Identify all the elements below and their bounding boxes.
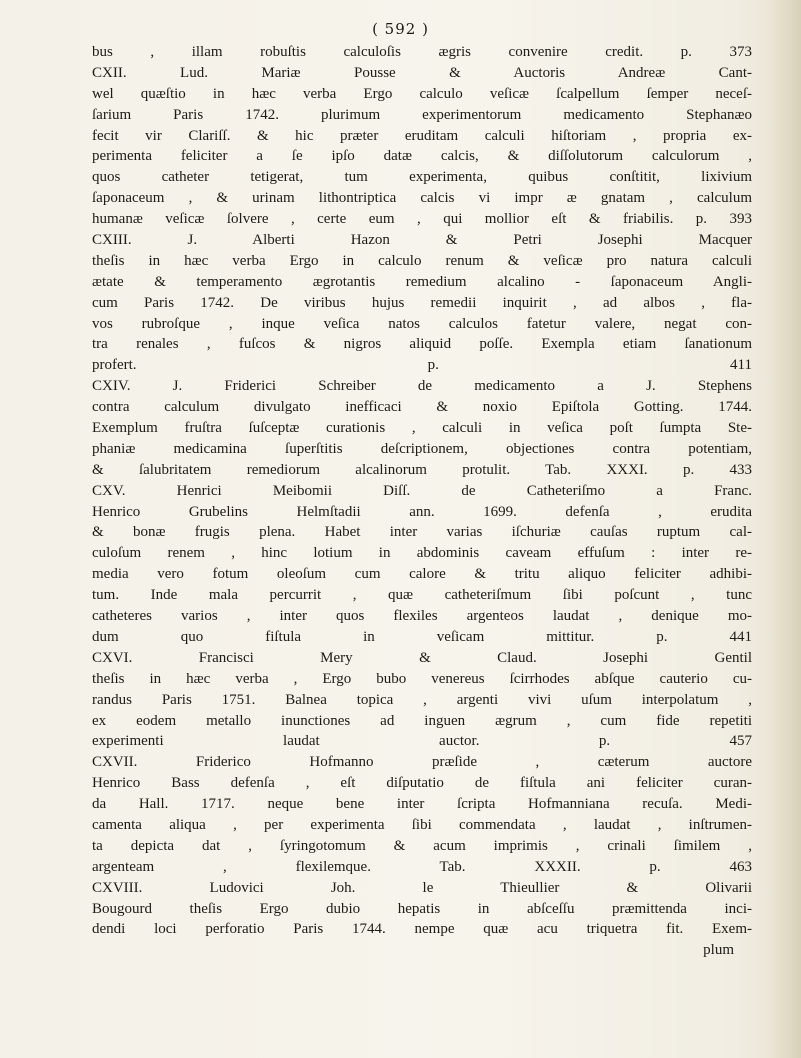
text-line: quos catheter tetigerat, tum experimenta, quibus conſtitit, lixivium bbox=[92, 169, 752, 186]
text-line: perimenta feliciter a ſe ipſo datæ calcis, & diſſolutorum calculorum , bbox=[92, 148, 752, 165]
text-line: ſaponaceum , & urinam lithontriptica calcis vi impr æ gnatam , calculum bbox=[92, 190, 752, 207]
text-line: wel quæſtio in hæc verba Ergo calculo veſicæ ſcalpellum ſemper neceſ- bbox=[92, 85, 752, 102]
text-block bbox=[92, 42, 752, 961]
text-line: CXII. Lud. Mariæ Pousse & Auctoris Andreæ Cant- bbox=[92, 64, 752, 81]
text-line: bus , illam robuſtis calculoſis ægris convenire credit. p. 373 bbox=[92, 44, 752, 60]
text-line: Bougourd theſis Ergo dubio hepatis in abſceſſu præmittenda inci- bbox=[92, 900, 752, 917]
text-line: dendi loci perforatio Paris 1744. nempe quæ acu triquetra fit. Exem- bbox=[92, 921, 752, 938]
text-line: tum. Inde mala percurrit , quæ catheteriſmum ſibi poſcunt , tunc bbox=[92, 587, 752, 604]
text-line: plum bbox=[703, 942, 734, 959]
text-line: vos rubroſque , inque veſica natos calculos fatetur valere, negat con- bbox=[92, 315, 752, 332]
text-line: randus Paris 1751. Balnea topica , argenti vivi uſum interpolatum , bbox=[92, 691, 752, 708]
text-line: CXVI. Francisci Mery & Claud. Josephi Gentil bbox=[92, 649, 752, 666]
text-line: argenteam , flexilemque. Tab. XXXII. p. 463 bbox=[92, 858, 752, 875]
text-line: & ſalubritatem remediorum alcalinorum protulit. Tab. XXXI. p. 433 bbox=[92, 461, 752, 478]
text-line: Henrico Grubelins Helmſtadii ann. 1699. defenſa , erudita bbox=[92, 503, 752, 520]
text-line: contra calculum divulgato inefficaci & noxio Epiſtola Gotting. 1744. bbox=[92, 399, 752, 416]
page-number: ( 592 ) bbox=[372, 20, 429, 38]
text-line: ex eodem metallo inunctiones ad inguen ægrum , cum fide repetiti bbox=[92, 712, 752, 729]
text-line: Exemplum fruſtra ſuſceptæ curationis , calculi in veſica poſt ſumpta Ste- bbox=[92, 420, 752, 437]
text-line: ta depicta dat , ſyringotomum & acum imprimis , crinali ſimilem , bbox=[92, 837, 752, 854]
text-line: humanæ veſicæ ſolvere , certe eum , qui mollior eſt & friabilis. p. 393 bbox=[92, 211, 752, 228]
page-edge-shadow bbox=[769, 0, 801, 1058]
text-line: CXIV. J. Friderici Schreiber de medicamento a J. Stephens bbox=[92, 378, 752, 395]
text-line: CXV. Henrici Meibomii Diſſ. de Catheteriſmo a Franc. bbox=[92, 482, 752, 499]
text-line: CXVII. Friderico Hofmanno præſide , cæterum auctore bbox=[92, 754, 752, 771]
text-line: cum Paris 1742. De viribus hujus remedii inquirit , ad albos , fla- bbox=[92, 294, 752, 311]
text-line: theſis in hæc verba , Ergo bubo venereus ſcirrhodes abſque cauterio cu- bbox=[92, 670, 752, 687]
text-line: Henrico Bass defenſa , eſt diſputatio de fiſtula ani feliciter curan- bbox=[92, 775, 752, 792]
text-line: ſarium Paris 1742. plurimum experimentorum medicamento Stephanæo bbox=[92, 106, 752, 123]
text-line: tra renales , fuſcos & nigros aliquid poſſe. Exempla etiam ſanationum bbox=[92, 336, 752, 353]
text-line: camenta aliqua , per experimenta ſibi commendata , laudat , inſtrumen- bbox=[92, 816, 752, 833]
text-line: media vero fotum oleoſum cum calore & tritu aliquo feliciter adhibi- bbox=[92, 566, 752, 583]
text-line: theſis in hæc verba Ergo in calculo renum & veſicæ pro natura calculi bbox=[92, 252, 752, 269]
text-line: CXIII. J. Alberti Hazon & Petri Josephi Macquer bbox=[92, 232, 752, 249]
text-line: CXVIII. Ludovici Joh. le Thieullier & Olivarii bbox=[92, 879, 752, 896]
text-line: da Hall. 1717. neque bene inter ſcripta Hofmanniana recuſa. Medi- bbox=[92, 796, 752, 813]
text-line: & bonæ frugis plena. Habet inter varias iſchuriæ cauſas ruptum cal- bbox=[92, 524, 752, 541]
text-line: ætate & temperamento ægrotantis remedium alcalino - ſaponaceum Angli- bbox=[92, 273, 752, 290]
text-line: catheteres varios , inter quos flexiles argenteos laudat , denique mo- bbox=[92, 608, 752, 625]
text-line: phaniæ medicamina ſuperſtitis deſcriptionem, objectiones contra potentiam, bbox=[92, 440, 752, 457]
text-line: fecit vir Clariſſ. & hic præter eruditam calculi hiſtoriam , propria ex- bbox=[92, 127, 752, 144]
text-line: dum quo fiſtula in veſicam mittitur. p. 441 bbox=[92, 628, 752, 645]
text-line: experimenti laudat auctor. p. 457 bbox=[92, 733, 752, 750]
text-line: culoſum renem , hinc lotium in abdominis caveam effuſum : inter re- bbox=[92, 545, 752, 562]
text-line: profert. p. 411 bbox=[92, 357, 752, 374]
